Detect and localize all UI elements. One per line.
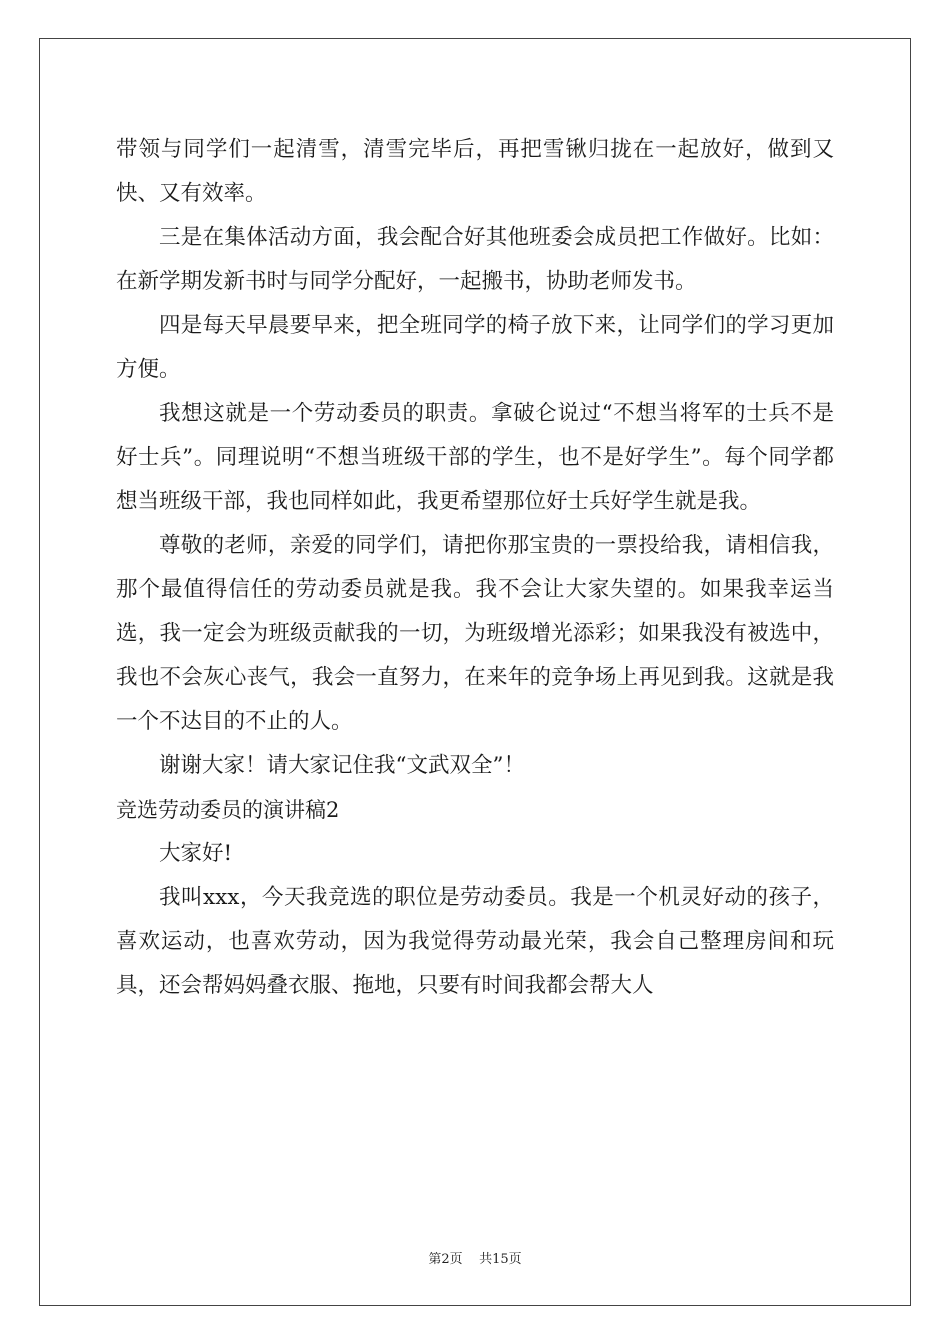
paragraph-appeal: 尊敬的老师，亲爱的同学们，请把你那宝贵的一票投给我，请相信我，那个最值得信任的劳动委员就是我。我不会让大家失望的。如果我幸运当选，我一定会为班级贡献我的一切，为班级增光添彩；如果我没有被选中，我也不会灰心丧气，我会一直努力，在来年的竞争场上再见到我。这就是我一个不达目的不止的人。 — [116, 533, 834, 734]
page-total: 共15页 — [479, 1252, 522, 1267]
paragraph-thanks: 谢谢大家！请大家记住我“文武双全”！ — [159, 753, 525, 778]
page-number: 第2页 — [428, 1252, 463, 1267]
paragraph-greeting: 大家好! — [159, 841, 233, 866]
paragraph-duty: 我想这就是一个劳动委员的职责。拿破仑说过“不想当将军的士兵不是好士兵”。同理说明“不想当班级干部的学生，也不是好学生”。每个同学都想当班级干部，我也同样如此，我更希望那位好士兵好学生就是我。 — [116, 401, 834, 514]
paragraph-introduction: 我叫xxx，今天我竞选的职位是劳动委员。我是一个机灵好动的孩子，喜欢运动，也喜欢劳动，因为我觉得劳动最光荣，我会自己整理房间和玩具，还会帮妈妈叠衣服、拖地，只要有时间我都会帮大人 — [116, 885, 834, 998]
document-body — [116, 128, 834, 1008]
paragraph-continuation: 带领与同学们一起清雪，清雪完毕后，再把雪锹归拢在一起放好，做到又快、又有效率。 — [116, 137, 834, 206]
page-footer — [0, 1248, 950, 1267]
paragraph-point-three: 三是在集体活动方面，我会配合好其他班委会成员把工作做好。比如：在新学期发新书时与同学分配好，一起搬书，协助老师发书。 — [116, 225, 834, 294]
paragraph-point-four: 四是每天早晨要早来，把全班同学的椅子放下来，让同学们的学习更加方便。 — [116, 313, 834, 382]
section-heading: 竞选劳动委员的演讲稿2 — [116, 798, 340, 822]
